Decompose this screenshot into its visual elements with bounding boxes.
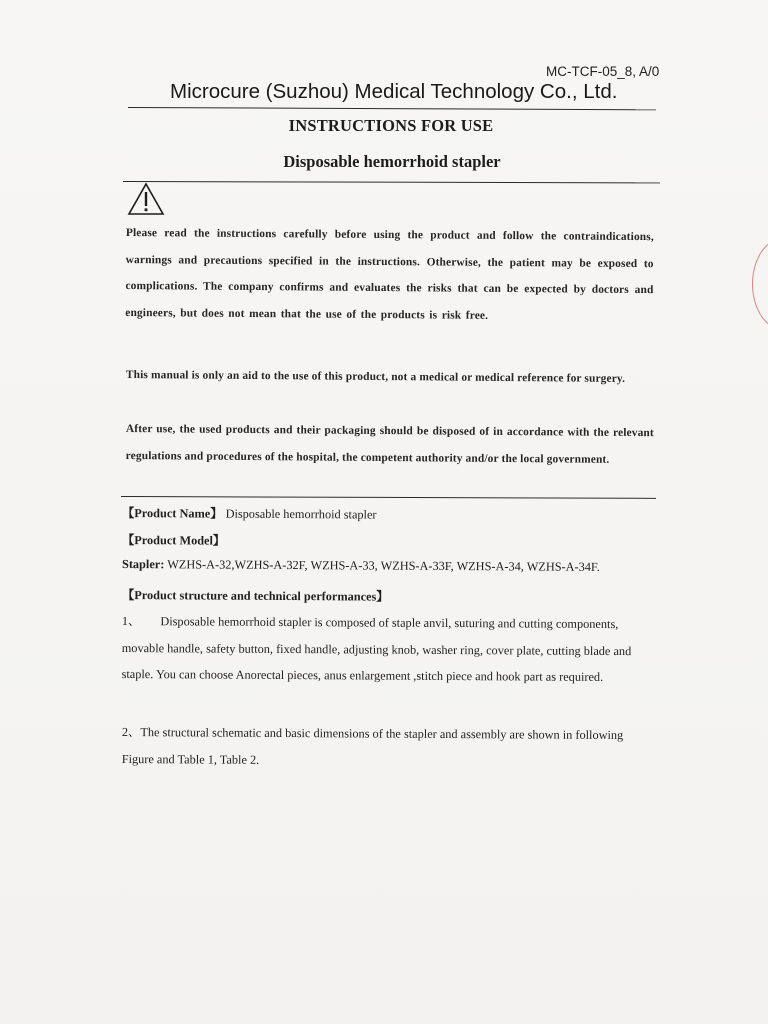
- document-subtitle-text: Disposable hemorrhoid stapler: [283, 152, 501, 171]
- header-divider: [128, 107, 656, 110]
- product-name-line: [122, 503, 377, 523]
- structure-item-2-number: 2、: [121, 724, 141, 740]
- stapler-models-line: [122, 557, 600, 575]
- title-divider: [123, 181, 660, 183]
- document-title: [0, 116, 768, 136]
- structure-item-1-number: 1、: [121, 613, 141, 629]
- document-code: MC-TCF-05_8, A/0: [546, 64, 660, 79]
- warning-triangle-icon: [127, 182, 165, 216]
- structure-item-1-text: Disposable hemorrhoid stapler is composed of staple anvil, suturing and cutting components, movable handle, safety button, fixed handle, adjusting knob, washer ring, cover plate, cutting blade and staple. You can choose Anorectal pieces, anus enlargement ,stitch piece and hook part as required.: [121, 614, 632, 684]
- product-model-line: [122, 530, 225, 549]
- warning-paragraph-2: This manual is only an aid to the use of this product, not a medical or medical reference for surgery.: [125, 368, 626, 385]
- product-model-label: 【Product Model】: [121, 533, 226, 548]
- structure-item-2: [122, 719, 652, 775]
- section-divider: [121, 496, 656, 499]
- document-subtitle: [0, 152, 768, 172]
- warning-paragraph-1: Please read the instructions carefully before using the product and follow the contraindications, warnings and precautions specified in the instructions. Otherwise, the patient may be exposed to complications. The company confirms and evaluates the risks that can be expected by doctors and engineers, but does not mean that the use of the products is risk free.: [125, 226, 654, 322]
- product-name-value: Disposable hemorrhoid stapler: [225, 506, 377, 522]
- red-stamp-edge: [752, 238, 768, 330]
- structure-heading: 【Product structure and technical performances】: [121, 588, 389, 604]
- structure-item-1: [122, 608, 652, 691]
- structure-item-2-text: The structural schematic and basic dimensions of the stapler and assembly are shown in following Figure and Table 1, Table 2.: [121, 725, 624, 767]
- structure-heading-line: [122, 585, 389, 605]
- warning-paragraph-3: After use, the used products and their packaging should be disposed of in accordance with the relevant regulations and procedures of the hospital, the competent authority and/or the local government.: [125, 422, 654, 466]
- product-name-label: 【Product Name】: [121, 506, 223, 521]
- stapler-models: WZHS-A-32,WZHS-A-32F, WZHS-A-33, WZHS-A-33F, WZHS-A-34, WZHS-A-34F.: [167, 557, 600, 574]
- document-title-text: INSTRUCTIONS FOR USE: [288, 116, 494, 135]
- stapler-label: Stapler:: [121, 557, 165, 572]
- company-name: Microcure (Suzhou) Medical Technology Co., Ltd.: [170, 80, 618, 103]
